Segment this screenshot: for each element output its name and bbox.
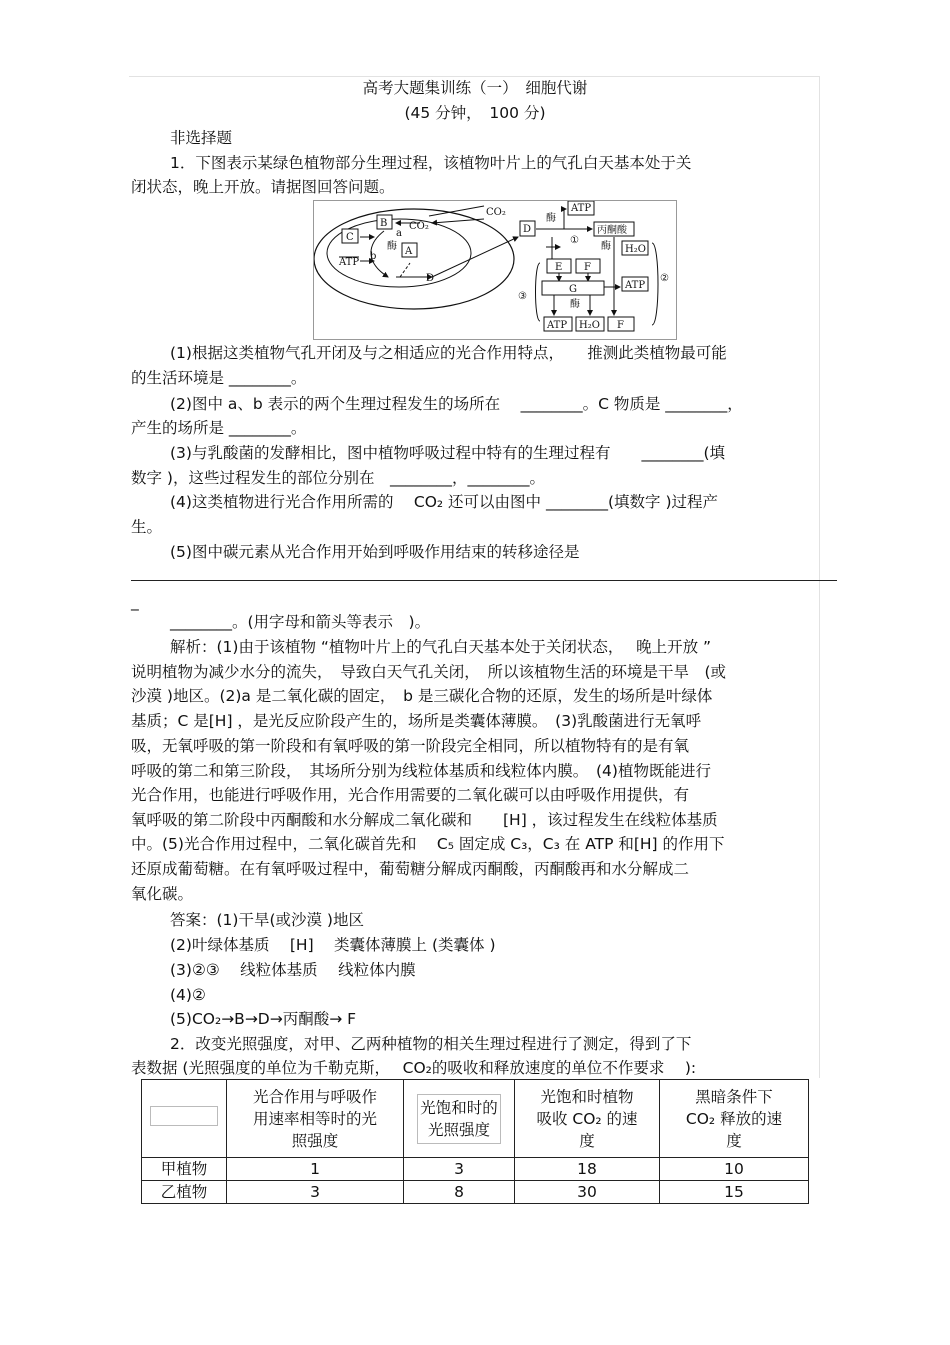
- label-atp-3: ATP: [547, 320, 568, 331]
- table-cell: 8: [404, 1181, 515, 1204]
- diagram-svg: [314, 201, 676, 339]
- header-text: 光合作用与呼吸作: [252, 1087, 377, 1106]
- label-enzyme-top: 酶: [546, 213, 556, 224]
- table-cell: 15: [660, 1181, 809, 1204]
- q1-sub3-line1: (3)与乳酸菌的发酵相比，图中植物呼吸过程中特有的生理过程有 ________(填: [170, 444, 726, 462]
- label-circle-1: ①: [570, 235, 579, 246]
- q1-stem-line2: 闭状态，晚上开放。请据图回答问题。: [131, 178, 395, 196]
- metabolism-diagram: [313, 200, 677, 340]
- analysis-line: 中。(5)光合作用过程中，二氧化碳首先和 C₅ 固定成 C₃，C₃ 在 ATP 和[H] 的作用下: [131, 835, 725, 853]
- label-h2o-1: H₂O: [625, 244, 646, 255]
- page-subtitle: (45 分钟， 100 分): [404, 104, 546, 122]
- table-row: [142, 1158, 809, 1181]
- table-cell: 3: [227, 1181, 404, 1204]
- q2-stem-line1: 2．改变光照强度，对甲、乙两种植物的相关生理过程进行了测定，得到了下: [170, 1035, 692, 1053]
- page-frame-right: [819, 76, 820, 1078]
- label-enzyme-left: 酶: [387, 241, 397, 252]
- q1-sub3-line2: 数字 )，这些过程发生的部位分别在 ________，________。: [131, 469, 545, 487]
- label-e: E: [555, 262, 563, 273]
- header-text: CO₂ 释放的速: [685, 1109, 783, 1128]
- q1-sub1-line2: 的生活环境是 ________。: [131, 369, 307, 387]
- table-corner-cell: [142, 1080, 227, 1158]
- table-header-row: [142, 1080, 809, 1158]
- answer-line: (2)叶绿体基质 [H] 类囊体薄膜上 (类囊体 ): [170, 936, 496, 954]
- answer-line: (3)②③ 线粒体基质 线粒体内膜: [170, 961, 416, 979]
- header-text: 光照强度: [427, 1120, 490, 1139]
- label-co2-inner: CO₂: [409, 221, 429, 232]
- page-frame-top: [129, 76, 820, 77]
- label-enzyme-bottom: 酶: [570, 299, 580, 310]
- label-f1: F: [584, 262, 591, 273]
- table-cell: 1: [227, 1158, 404, 1181]
- label-c: C: [346, 232, 354, 243]
- header-inner-box: [417, 1094, 501, 1144]
- label-h2o-2: H₂O: [579, 320, 600, 331]
- table-cell: 3: [404, 1158, 515, 1181]
- label-circle-2: ②: [660, 273, 669, 284]
- header-text: 照强度: [291, 1131, 339, 1150]
- answer-line: (4)②: [170, 986, 206, 1004]
- label-circle-3: ③: [518, 291, 527, 302]
- page-title: 高考大题集训练（一） 细胞代谢: [362, 79, 588, 97]
- q1-sub5-dash: _: [131, 593, 139, 611]
- analysis-line: 光合作用，也能进行呼吸作用，光合作用需要的二氧化碳可以由呼吸作用提供，有: [131, 786, 690, 804]
- table-cell: 10: [660, 1158, 809, 1181]
- label-co2-top: CO₂: [486, 207, 506, 218]
- header-text: 用速率相等时的光: [252, 1109, 377, 1128]
- q1-sub5-line1: (5)图中碳元素从光合作用开始到呼吸作用结束的转移途径是: [170, 543, 580, 561]
- row-label: 乙植物: [142, 1181, 227, 1204]
- q1-sub4-line1: (4)这类植物进行光合作用所需的 CO₂ 还可以由图中 ________(填数字 )过程产: [170, 493, 718, 511]
- label-b: B: [380, 218, 388, 229]
- analysis-line: 呼吸的第二和第三阶段， 其场所分别为线粒体基质和线粒体内膜。 (4)植物既能进行: [131, 762, 711, 780]
- q2-stem-line2: 表数据 (光照强度的单位为千勒克斯， CO₂的吸收和释放速度的单位不作要求 ):: [131, 1059, 697, 1077]
- label-enzyme-right: 酶: [601, 241, 611, 252]
- table-row: [142, 1181, 809, 1204]
- table-cell: 30: [515, 1181, 660, 1204]
- table-cell: 18: [515, 1158, 660, 1181]
- label-pyruvate: 丙酮酸: [597, 225, 627, 236]
- analysis-line: 说明植物为减少水分的流失， 导致白天气孔关闭， 所以该植物生活的环境是干旱 (或: [131, 663, 727, 681]
- analysis-line: 解析：(1)由于该植物 “植物叶片上的气孔白天基本处于关闭状态， 晚上开放 ”: [170, 638, 712, 656]
- answer-line: (5)CO₂→B→D→丙酮酸→ F: [170, 1010, 357, 1028]
- label-b-process: b: [370, 251, 377, 262]
- header-text: 度: [726, 1131, 742, 1150]
- header-text: 光饱和时的: [420, 1098, 498, 1117]
- table-header-cell: [515, 1080, 660, 1158]
- header-text: 黑暗条件下: [695, 1087, 773, 1106]
- analysis-line: 基质；C 是[H] ，是光反应阶段产生的，场所是类囊体薄膜。 (3)乳酸菌进行无氧呼: [131, 712, 702, 730]
- q1-sub2-line2: 产生的场所是 ________。: [131, 419, 307, 437]
- label-atp-2: ATP: [625, 280, 646, 291]
- table-header-cell: [660, 1080, 809, 1158]
- table-header-cell: [227, 1080, 404, 1158]
- header-text: 光饱和时植物: [540, 1087, 634, 1106]
- q1-sub2-line1: (2)图中 a、b 表示的两个生理过程发生的场所在 ________。C 物质是 ________，: [170, 395, 743, 413]
- label-f2: F: [617, 320, 624, 331]
- answer-rule-line: [131, 580, 837, 581]
- empty-box: [150, 1106, 218, 1126]
- label-atp-1: ATP: [571, 203, 592, 214]
- label-d-box: D: [523, 224, 532, 235]
- label-d-left: D: [426, 273, 435, 284]
- label-a-process: a: [396, 228, 402, 239]
- section-heading: 非选择题: [170, 129, 233, 147]
- answer-line: 答案：(1)干旱(或沙漠 )地区: [170, 911, 364, 929]
- label-g: G: [569, 284, 577, 295]
- label-atp-left: ATP: [339, 257, 360, 268]
- analysis-line: 还原成葡萄糖。在有氧呼吸过程中，葡萄糖分解成丙酮酸，丙酮酸再和水分解成二: [131, 860, 690, 878]
- header-text: 吸收 CO₂ 的速: [536, 1109, 638, 1128]
- table-header-cell: [404, 1080, 515, 1158]
- row-label: 甲植物: [142, 1158, 227, 1181]
- analysis-line: 沙漠 )地区。(2)a 是二氧化碳的固定， b 是三碳化合物的还原，发生的场所是叶绿体: [131, 687, 713, 705]
- analysis-line: 氧化碳。: [131, 885, 194, 903]
- q1-sub5-line2: ________。(用字母和箭头等表示 )。: [170, 613, 431, 631]
- header-text: 度: [579, 1131, 595, 1150]
- q1-sub4-line2: 生。: [131, 518, 163, 536]
- analysis-line: 氧呼吸的第二阶段中丙酮酸和水分解成二氧化碳和 [H] ，该过程发生在线粒体基质: [131, 811, 718, 829]
- q1-sub1-line1: (1)根据这类植物气孔开闭及与之相适应的光合作用特点， 推测此类植物最可能: [170, 344, 727, 362]
- data-table: [141, 1079, 809, 1204]
- label-a: A: [405, 246, 413, 257]
- q1-stem-line1: 1．下图表示某绿色植物部分生理过程，该植物叶片上的气孔白天基本处于关: [170, 154, 692, 172]
- analysis-line: 吸，无氧呼吸的第一阶段和有氧呼吸的第一阶段完全相同，所以植物特有的是有氧: [131, 737, 690, 755]
